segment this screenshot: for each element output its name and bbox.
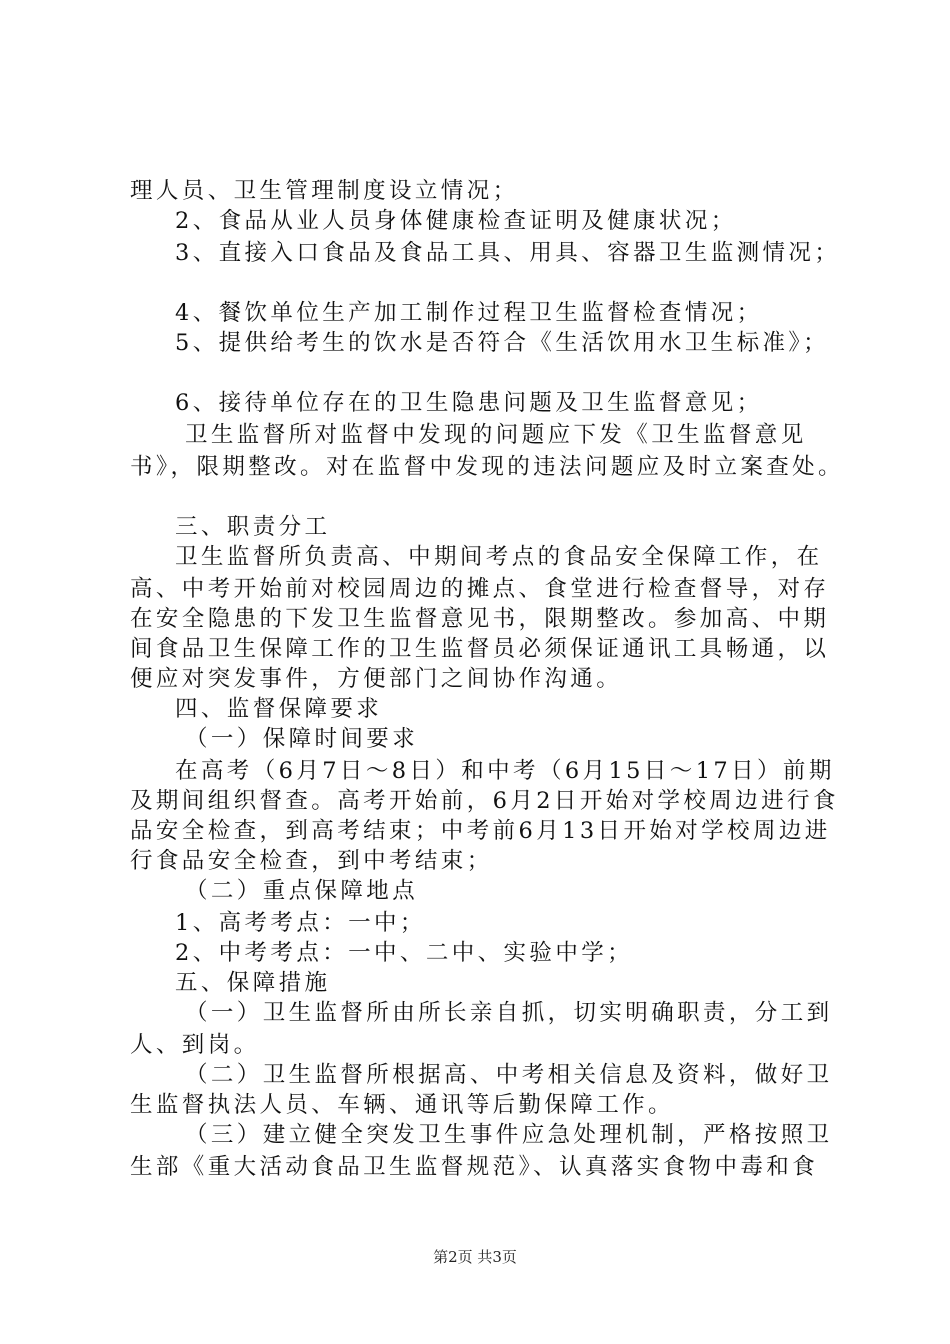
body-line: 人、到岗。 (130, 1032, 260, 1058)
list-item: 4、餐饮单位生产加工制作过程卫生监督检查情况； (175, 300, 763, 326)
body-line: 书》，限期整改。对在监督中发现的违法问题应及时立案查处。 (130, 454, 844, 480)
section-heading: 五、保障措施 (175, 970, 331, 996)
body-line: 理人员、卫生管理制度设立情况； (130, 178, 519, 204)
subsection-heading: （一）保障时间要求 (185, 726, 419, 752)
section-heading: 三、职责分工 (175, 514, 331, 540)
body-line: （三）建立健全突发卫生事件应急处理机制，严格按照卫 (185, 1122, 833, 1148)
list-item: 5、提供给考生的饮水是否符合《生活饮用水卫生标准》； (175, 330, 829, 356)
page-footer: 第2页 共3页 (433, 1248, 517, 1266)
body-line: 高、中考开始前对校园周边的摊点、食堂进行检查督导，对存 (130, 576, 830, 602)
body-line: 品安全检查，到高考结束；中考前6月13日开始对学校周边进 (130, 818, 831, 844)
body-line: 卫生监督所负责高、中期间考点的食品安全保障工作，在 (175, 544, 823, 570)
body-line: 在安全隐患的下发卫生监督意见书，限期整改。参加高、中期 (130, 606, 830, 632)
body-line: （一）卫生监督所由所长亲自抓，切实明确职责，分工到 (185, 1000, 833, 1026)
list-item: 1、高考考点：一中； (175, 910, 426, 936)
body-line: 便应对突发事件，方便部门之间协作沟通。 (130, 666, 623, 692)
subsection-heading: （二）重点保障地点 (185, 878, 419, 904)
body-line: 间食品卫生保障工作的卫生监督员必须保证通讯工具畅通，以 (130, 636, 830, 662)
list-item: 2、中考考点：一中、二中、实验中学； (175, 940, 634, 966)
body-line: 行食品安全检查，到中考结束； (130, 848, 493, 874)
body-line: 及期间组织督查。高考开始前，6月2日开始对学校周边进行食 (130, 788, 839, 814)
body-line: （二）卫生监督所根据高、中考相关信息及资料，做好卫 (185, 1062, 833, 1088)
body-line: 卫生监督所对监督中发现的问题应下发《卫生监督意见 (185, 422, 807, 448)
body-line: 在高考（6月7日～8日）和中考（6月15日～17日）前期 (175, 758, 835, 784)
list-item: 6、接待单位存在的卫生隐患问题及卫生监督意见； (175, 390, 763, 416)
list-item: 3、直接入口食品及食品工具、用具、容器卫生监测情况； (175, 240, 841, 266)
section-heading: 四、监督保障要求 (175, 696, 383, 722)
body-line: 生监督执法人员、车辆、通讯等后勤保障工作。 (130, 1092, 674, 1118)
body-line: 生部《重大活动食品卫生监督规范》、认真落实食物中毒和食 (130, 1154, 819, 1180)
list-item: 2、食品从业人员身体健康检查证明及健康状况； (175, 208, 737, 234)
